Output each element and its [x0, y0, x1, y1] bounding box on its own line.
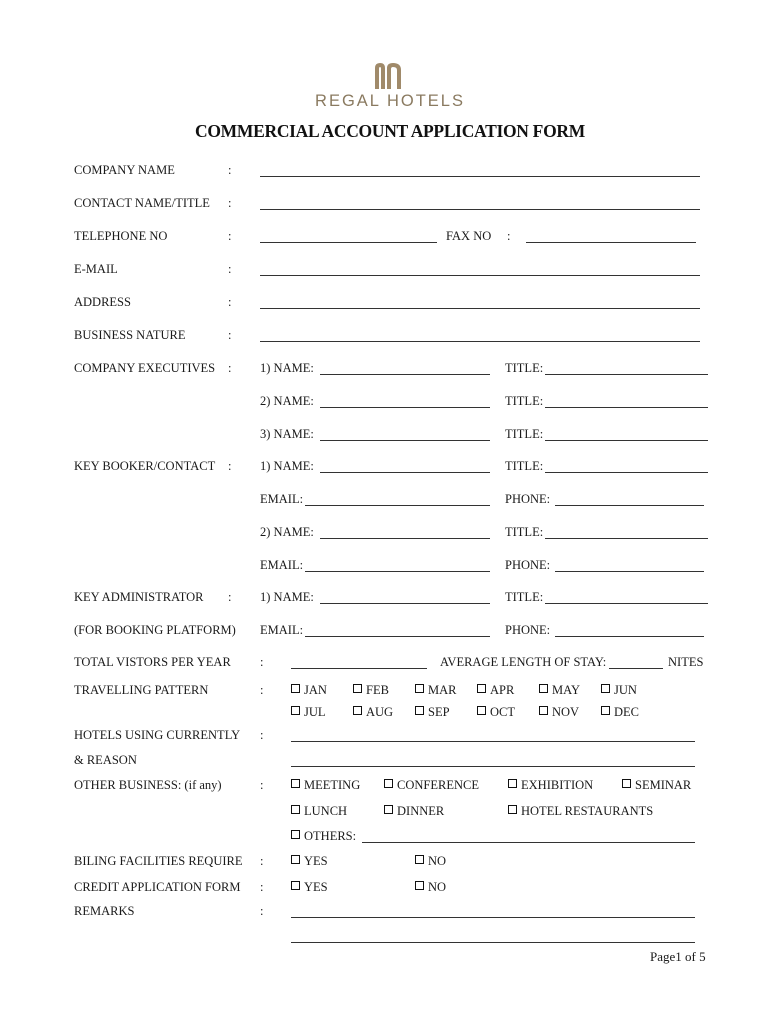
admin-email-label: EMAIL:: [260, 623, 304, 637]
checkbox-icon: [601, 684, 610, 693]
label-billing: BILING FACILITIES REQUIRE: [74, 854, 243, 868]
exec2-title-label: TITLE:: [505, 394, 544, 408]
colon: :: [228, 295, 232, 309]
month-sep-checkbox[interactable]: SEP: [415, 706, 450, 719]
admin-title-label: TITLE:: [505, 590, 544, 604]
credit-no-checkbox[interactable]: NO: [415, 881, 446, 894]
checkbox-icon: [291, 855, 300, 864]
admin-name-label: 1) NAME:: [260, 590, 314, 604]
colon: :: [228, 361, 232, 375]
checkbox-icon: [477, 684, 486, 693]
page-number: Page1 of 5: [650, 949, 706, 964]
label-email: E-MAIL: [74, 262, 118, 276]
colon: :: [260, 655, 264, 669]
checkbox-icon: [539, 684, 548, 693]
colon: :: [260, 683, 264, 697]
exec2-name-field[interactable]: [320, 397, 490, 408]
admin-phone-label: PHONE:: [505, 623, 551, 637]
checkbox-icon: [291, 706, 300, 715]
checkbox-icon: [291, 881, 300, 890]
avg-stay-field[interactable]: [609, 658, 663, 669]
seminar-checkbox[interactable]: SEMINAR: [622, 779, 691, 792]
hotel-restaurants-checkbox[interactable]: HOTEL RESTAURANTS: [508, 805, 653, 818]
exec3-title-field[interactable]: [545, 430, 708, 441]
booker2-phone-label: PHONE:: [505, 558, 551, 572]
colon: :: [228, 229, 232, 243]
booker2-phone-field[interactable]: [555, 561, 704, 572]
label-key-booker: KEY BOOKER/CONTACT: [74, 459, 216, 473]
colon: :: [260, 880, 264, 894]
checkbox-icon: [415, 706, 424, 715]
label-address: ADDRESS: [74, 295, 131, 309]
label-and-reason: & REASON: [74, 753, 137, 767]
label-fax: FAX NO: [446, 229, 492, 243]
month-oct-checkbox[interactable]: OCT: [477, 706, 515, 719]
billing-yes-checkbox[interactable]: YES: [291, 855, 328, 868]
label-company-executives: COMPANY EXECUTIVES: [74, 361, 216, 375]
colon: :: [260, 904, 264, 918]
lunch-checkbox[interactable]: LUNCH: [291, 805, 347, 818]
label-contact-name: CONTACT NAME/TITLE: [74, 196, 210, 210]
booker2-name-label: 2) NAME:: [260, 525, 314, 539]
month-nov-checkbox[interactable]: NOV: [539, 706, 579, 719]
exec2-title-field[interactable]: [545, 397, 708, 408]
label-credit-app: CREDIT APPLICATION FORM: [74, 880, 241, 894]
checkbox-icon: [539, 706, 548, 715]
month-feb-checkbox[interactable]: FEB: [353, 684, 389, 697]
exec2-name-label: 2) NAME:: [260, 394, 314, 408]
form-title: COMMERCIAL ACCOUNT APPLICATION FORM: [195, 121, 585, 141]
colon: :: [260, 728, 264, 742]
colon: :: [260, 778, 264, 792]
booker1-phone-field[interactable]: [555, 495, 704, 506]
credit-yes-checkbox[interactable]: YES: [291, 881, 328, 894]
business-nature-field[interactable]: [260, 331, 700, 342]
admin-name-field[interactable]: [320, 593, 490, 604]
booker1-name-field[interactable]: [320, 462, 490, 473]
label-nites: NITES: [668, 655, 704, 669]
month-jul-checkbox[interactable]: JUL: [291, 706, 326, 719]
label-total-visitors: TOTAL VISTORS PER YEAR: [74, 655, 231, 669]
booker2-email-field[interactable]: [305, 561, 490, 572]
booker2-email-label: EMAIL:: [260, 558, 304, 572]
month-mar-checkbox[interactable]: MAR: [415, 684, 456, 697]
email-field[interactable]: [260, 265, 700, 276]
checkbox-icon: [601, 706, 610, 715]
admin-email-field[interactable]: [305, 626, 490, 637]
fax-field[interactable]: [526, 232, 696, 243]
checkbox-icon: [622, 779, 631, 788]
others-checkbox[interactable]: OTHERS:: [291, 830, 356, 843]
meeting-checkbox[interactable]: MEETING: [291, 779, 360, 792]
telephone-field[interactable]: [260, 232, 437, 243]
checkbox-icon: [508, 805, 517, 814]
month-aug-checkbox[interactable]: AUG: [353, 706, 393, 719]
exec1-title-field[interactable]: [545, 364, 708, 375]
checkbox-icon: [353, 684, 362, 693]
month-jun-checkbox[interactable]: JUN: [601, 684, 637, 697]
month-jan-checkbox[interactable]: JAN: [291, 684, 327, 697]
colon: :: [507, 229, 511, 243]
label-company-name: COMPANY NAME: [74, 163, 175, 177]
label-business-nature: BUSINESS NATURE: [74, 328, 186, 342]
dinner-checkbox[interactable]: DINNER: [384, 805, 444, 818]
label-key-admin: KEY ADMINISTRATOR: [74, 590, 204, 604]
label-avg-stay: AVERAGE LENGTH OF STAY:: [440, 655, 607, 669]
exec1-name-field[interactable]: [320, 364, 490, 375]
exec3-name-field[interactable]: [320, 430, 490, 441]
booker2-title-label: TITLE:: [505, 525, 544, 539]
exec1-title-label: TITLE:: [505, 361, 544, 375]
label-hotels-using: HOTELS USING CURRENTLY: [74, 728, 241, 742]
checkbox-icon: [291, 684, 300, 693]
booker2-title-field[interactable]: [545, 528, 708, 539]
label-remarks: REMARKS: [74, 904, 135, 918]
admin-phone-field[interactable]: [555, 626, 704, 637]
remarks-field-1[interactable]: [291, 907, 695, 918]
remarks-field-2[interactable]: [291, 932, 695, 943]
booker2-name-field[interactable]: [320, 528, 490, 539]
exec3-title-label: TITLE:: [505, 427, 544, 441]
checkbox-icon: [415, 881, 424, 890]
colon: :: [228, 196, 232, 210]
company-name-field[interactable]: [260, 166, 700, 177]
colon: :: [228, 590, 232, 604]
checkbox-icon: [291, 779, 300, 788]
booker1-phone-label: PHONE:: [505, 492, 551, 506]
checkbox-icon: [291, 805, 300, 814]
colon: :: [228, 328, 232, 342]
exhibition-checkbox[interactable]: EXHIBITION: [508, 779, 593, 792]
checkbox-icon: [353, 706, 362, 715]
exec1-name-label: 1) NAME:: [260, 361, 314, 375]
month-may-checkbox[interactable]: MAY: [539, 684, 580, 697]
checkbox-icon: [477, 706, 486, 715]
booker1-name-label: 1) NAME:: [260, 459, 314, 473]
label-telephone: TELEPHONE NO: [74, 229, 168, 243]
checkbox-icon: [508, 779, 517, 788]
brand-name: REGAL HOTELS: [315, 92, 465, 110]
checkbox-icon: [384, 805, 393, 814]
colon: :: [260, 854, 264, 868]
colon: :: [228, 163, 232, 177]
label-travelling-pattern: TRAVELLING PATTERN: [74, 683, 209, 697]
month-dec-checkbox[interactable]: DEC: [601, 706, 639, 719]
booker1-email-field[interactable]: [305, 495, 490, 506]
regal-logo-icon: [373, 62, 403, 89]
label-other-business: OTHER BUSINESS: (if any): [74, 778, 222, 792]
admin-title-field[interactable]: [545, 593, 708, 604]
booker1-title-label: TITLE:: [505, 459, 544, 473]
exec3-name-label: 3) NAME:: [260, 427, 314, 441]
address-field[interactable]: [260, 298, 700, 309]
colon: :: [228, 262, 232, 276]
colon: :: [228, 459, 232, 473]
reason-field[interactable]: [291, 756, 695, 767]
booker1-email-label: EMAIL:: [260, 492, 304, 506]
checkbox-icon: [384, 779, 393, 788]
total-visitors-field[interactable]: [291, 658, 427, 669]
conference-checkbox[interactable]: CONFERENCE: [384, 779, 479, 792]
label-key-admin-sub: (FOR BOOKING PLATFORM): [74, 623, 236, 637]
contact-name-field[interactable]: [260, 199, 700, 210]
hotels-using-field[interactable]: [291, 731, 695, 742]
checkbox-icon: [291, 830, 300, 839]
checkbox-icon: [415, 855, 424, 864]
billing-no-checkbox[interactable]: NO: [415, 855, 446, 868]
booker1-title-field[interactable]: [545, 462, 708, 473]
checkbox-icon: [415, 684, 424, 693]
month-apr-checkbox[interactable]: APR: [477, 684, 514, 697]
others-field[interactable]: [362, 832, 695, 843]
